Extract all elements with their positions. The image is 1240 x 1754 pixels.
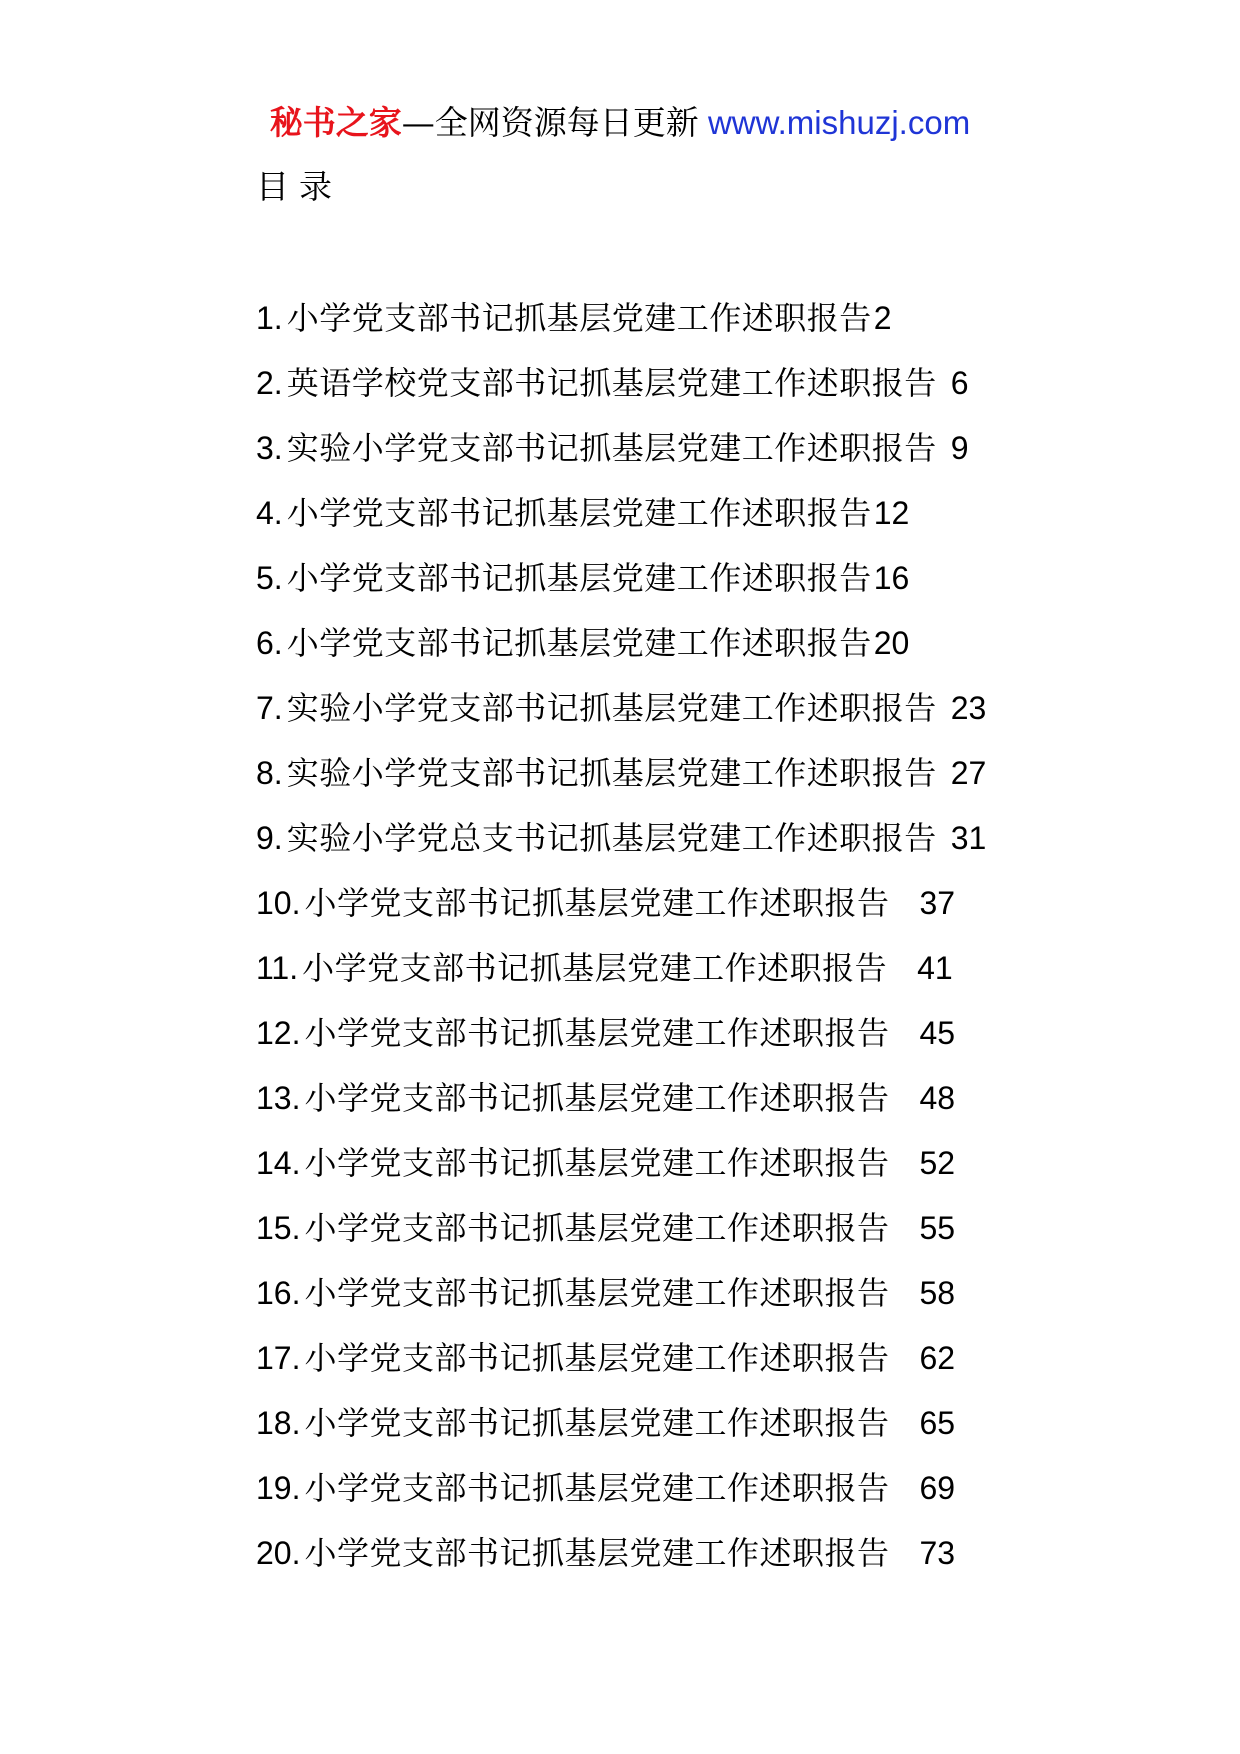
- toc-entry[interactable]: [256, 685, 986, 750]
- brand-name: 秘书之家: [269, 103, 402, 142]
- header-slogan: —全网资源每日更新: [401, 103, 699, 142]
- toc-entry[interactable]: [256, 1335, 986, 1400]
- toc-entry[interactable]: [256, 295, 986, 360]
- toc-title: 目录: [256, 167, 342, 206]
- toc-entry-page: 45: [919, 1015, 956, 1051]
- toc-entry-number: 19.: [256, 1470, 301, 1506]
- toc-entry-title: 小学党支部书记抓基层党建工作述职报告: [304, 1469, 890, 1507]
- toc-entry-number: 20.: [256, 1535, 301, 1571]
- toc-entry-title: 实验小学党支部书记抓基层党建工作述职报告: [286, 689, 937, 727]
- toc-entry-page: 27: [950, 755, 987, 791]
- toc-entry-page: 12: [873, 495, 910, 531]
- toc-entry-title: 小学党支部书记抓基层党建工作述职报告: [304, 1339, 890, 1377]
- toc-entry-number: 2.: [256, 365, 283, 401]
- toc-entry-title: 英语学校党支部书记抓基层党建工作述职报告: [286, 364, 937, 402]
- toc-entry[interactable]: [256, 1270, 986, 1335]
- toc-entry-title: 实验小学党总支书记抓基层党建工作述职报告: [286, 819, 937, 857]
- toc-entry[interactable]: [256, 1075, 986, 1140]
- page-header: [0, 100, 1240, 146]
- toc-entry-number: 12.: [256, 1015, 301, 1051]
- toc-entry-number: 5.: [256, 560, 283, 596]
- toc-entry-number: 14.: [256, 1145, 301, 1181]
- toc-entry[interactable]: [256, 1140, 986, 1205]
- toc-entry-page: 23: [950, 690, 987, 726]
- toc-entry-page: 20: [873, 625, 910, 661]
- toc-entry[interactable]: [256, 815, 986, 880]
- toc-entry[interactable]: [256, 1205, 986, 1270]
- toc-entry-number: 15.: [256, 1210, 301, 1246]
- toc-entry-page: 37: [919, 885, 956, 921]
- toc-entry-title: 小学党支部书记抓基层党建工作述职报告: [286, 494, 872, 532]
- toc-entry-number: 10.: [256, 885, 301, 921]
- toc-entry-page: 48: [919, 1080, 956, 1116]
- toc-entry-number: 16.: [256, 1275, 301, 1311]
- toc-entry[interactable]: [256, 1530, 986, 1595]
- toc-entry-number: 1.: [256, 300, 283, 336]
- toc-entry[interactable]: [256, 1465, 986, 1530]
- toc-entry-page: 69: [919, 1470, 956, 1506]
- toc-entry-title: 小学党支部书记抓基层党建工作述职报告: [302, 949, 888, 987]
- toc-entry-page: 41: [917, 950, 953, 986]
- toc-entry-page: 55: [919, 1210, 956, 1246]
- toc-entry-title: 小学党支部书记抓基层党建工作述职报告: [286, 299, 872, 337]
- toc-entry-title: 实验小学党支部书记抓基层党建工作述职报告: [286, 754, 937, 792]
- toc-entry[interactable]: [256, 1400, 986, 1465]
- toc-entry-title: 小学党支部书记抓基层党建工作述职报告: [304, 1144, 890, 1182]
- toc-entry-number: 3.: [256, 430, 283, 466]
- toc-entry-title: 小学党支部书记抓基层党建工作述职报告: [286, 624, 872, 662]
- toc-entry-page: 31: [950, 820, 987, 856]
- toc-entry-number: 17.: [256, 1340, 301, 1376]
- toc-entry-page: 52: [919, 1145, 956, 1181]
- website-link[interactable]: www.mishuzj.com: [698, 104, 971, 141]
- toc-entry-page: 62: [919, 1340, 956, 1376]
- toc-entry-title: 小学党支部书记抓基层党建工作述职报告: [304, 1209, 890, 1247]
- toc-entry-page: 65: [919, 1405, 956, 1441]
- toc-entry-title: 小学党支部书记抓基层党建工作述职报告: [304, 1534, 890, 1572]
- toc-entry-number: 7.: [256, 690, 283, 726]
- table-of-contents: [256, 295, 986, 1595]
- toc-entry-number: 18.: [256, 1405, 301, 1441]
- toc-entry-number: 11.: [256, 950, 299, 986]
- toc-entry[interactable]: [256, 555, 986, 620]
- toc-entry-page: 2: [873, 300, 892, 336]
- toc-entry[interactable]: [256, 360, 986, 425]
- toc-entry[interactable]: [256, 620, 986, 685]
- toc-entry-title: 小学党支部书记抓基层党建工作述职报告: [304, 1014, 890, 1052]
- toc-entry-page: 9: [950, 430, 969, 466]
- toc-entry[interactable]: [256, 1010, 986, 1075]
- toc-entry-number: 13.: [256, 1080, 301, 1116]
- toc-entry-title: 小学党支部书记抓基层党建工作述职报告: [286, 559, 872, 597]
- toc-entry[interactable]: [256, 880, 986, 945]
- toc-entry[interactable]: [256, 945, 986, 1010]
- toc-entry-title: 小学党支部书记抓基层党建工作述职报告: [304, 884, 890, 922]
- toc-entry-title: 小学党支部书记抓基层党建工作述职报告: [304, 1079, 890, 1117]
- toc-entry[interactable]: [256, 425, 986, 490]
- toc-entry-number: 4.: [256, 495, 283, 531]
- toc-entry-page: 73: [919, 1535, 956, 1571]
- toc-entry-page: 6: [950, 365, 969, 401]
- toc-entry-title: 实验小学党支部书记抓基层党建工作述职报告: [286, 429, 937, 467]
- toc-entry-page: 16: [873, 560, 910, 596]
- toc-entry-title: 小学党支部书记抓基层党建工作述职报告: [304, 1274, 890, 1312]
- toc-entry-title: 小学党支部书记抓基层党建工作述职报告: [304, 1404, 890, 1442]
- toc-entry[interactable]: [256, 750, 986, 815]
- toc-entry[interactable]: [256, 490, 986, 555]
- toc-entry-number: 6.: [256, 625, 283, 661]
- toc-entry-page: 58: [919, 1275, 956, 1311]
- toc-entry-number: 9.: [256, 820, 283, 856]
- toc-entry-number: 8.: [256, 755, 283, 791]
